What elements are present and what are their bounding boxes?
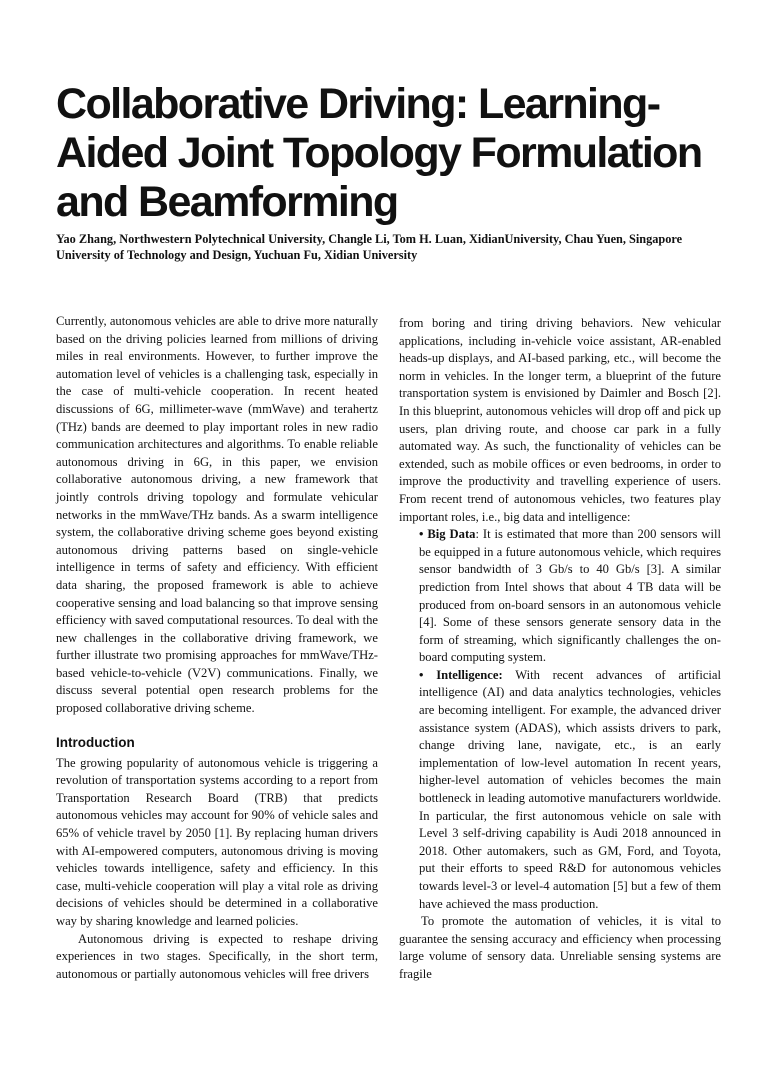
bullet-marker: • — [419, 667, 424, 682]
right-paragraph-1: from boring and tiring driving behaviors. New vehicular applications, including in-vehicle voice assistant, AR-enabled heads-up displays, and AI-based parking, etc., will become the norm in vehicles. In the longer term, a blueprint of the future transportation system is envisioned by Daimler and Bosch [2]. In this blueprint, autonomous vehicles will drop off and pick up users, plan driving route, and choose car park in a fully automated way. As such, the functionality of vehicles can be extended, such as mobile offices or even bedrooms, in order to improve the productivity and travelling experience of users. From recent trend of autonomous vehicles, two features play important roles, i.e., big data and intelligence: — [399, 316, 721, 524]
bullet-intelligence — [419, 667, 721, 913]
bullet-marker: • — [419, 527, 424, 542]
bullet-big-data — [419, 526, 721, 667]
intro-paragraph-1: The growing popularity of autonomous vehicle is triggering a revolution of transportation systems according to a report from Transportation Research Board (TRB) that predicts autonomous vehicles may account for 90% of vehicle sales and 65% of vehicle travel by 2050 [1]. By replacing human drivers with AI-empowered computers, autonomous driving is moving vehicles towards intelligence, safety and efficiency. In this case, multi-vehicle cooperation will play a vital role as driving decisions of vehicles should be determined in a collaborative way by sharing knowledge and learned policies. — [56, 755, 378, 928]
right-column — [399, 315, 721, 984]
bullet-text-intelligence: With recent advances of artificial intelligence (AI) and data analytics technologies, vehicles are becoming intelligent. For example, the advanced driver assistance system (ADAS), which assists drivers to park, change driving lane, navigate, etc., is an early implementation of low-level automation In recent years, higher-level automation of vehicles becomes the main bottleneck in leading automotive manufacturers worldwide. In particular, the first autonomous vehicle on sale with Level 3 self-driving capability is Audi 2018 announced in 2018. Other automakers, such as GM, Ford, and Toyota, put their efforts to speed R&D for autonomous vehicles towards level-3 or level-4 automation [5] but a few of them have achieved the mass production. — [419, 667, 721, 911]
intro-paragraph-2: Autonomous driving is expected to reshape driving experiences in two stages. Specifically, in the short term, autonomous or partially autonomous vehicles will free drivers — [56, 931, 378, 981]
abstract-paragraph: Currently, autonomous vehicles are able to drive more naturally based on the driving policies learned from millions of driving miles in real environments. However, to further improve the automation level of vehicles is a challenging task, especially in the case of multi-vehicle cooperation. In recent heated discussions of 6G, millimeter-wave (mmWave) and terahertz (THz) bands are deemed to play important roles in new radio communication architectures and algorithms. To enable reliable autonomous driving in 6G, in this paper, we envision collaborative autonomous driving, a new framework that jointly controls driving topology and formulate vehicular networks in the mmWave/THz bands. As a swarm intelligence system, the collaborative driving scheme goes beyond existing autonomous driving patterns based on single-vehicle intelligence in terms of safety and efficiency. With efficient data sharing, the proposed framework is able to achieve cooperative sensing and load balancing so that improve sensing efficiency with saved computational resources. To deal with the new challenges in the collaborative driving framework, we further illustrate two promising approaches for mmWave/THz-based vehicle-to-vehicle (V2V) communications. Finally, we discuss several potential open research problems for the proposed collaborative driving scheme. — [56, 314, 378, 716]
bullet-term-big-data: Big Data — [427, 527, 476, 542]
paper-title: Collaborative Driving: Learning-Aided Joint Topology Formulation and Beamforming — [56, 80, 702, 226]
bullet-term-intelligence: Intelligence: — [436, 667, 503, 682]
introduction-heading: Introduction — [56, 734, 135, 750]
bullet-text-big-data: : It is estimated that more than 200 sensors will be equipped in a future autonomous vehicle, which requires sensor bandwidth of 3 Gb/s to 40 Gb/s [3]. A similar prediction from Intel shows that about 4 TB data will be produced from on-board sensors in an autonomous vehicle [4]. Some of these sensors generate sensory data in the form of streaming, which significantly challenges the on-board computing system. — [419, 527, 721, 665]
left-column — [56, 313, 378, 983]
author-list: Yao Zhang, Northwestern Polytechnical University, Changle Li, Tom H. Luan, XidianUniversity, Chau Yuen, Singapore University of Technology and Design, Yuchuan Fu, Xidian University — [56, 232, 683, 262]
right-paragraph-2: To promote the automation of vehicles, it is vital to guarantee the sensing accuracy and efficiency when processing large volume of sensory data. Unreliable sensing systems are fragile — [399, 914, 721, 981]
